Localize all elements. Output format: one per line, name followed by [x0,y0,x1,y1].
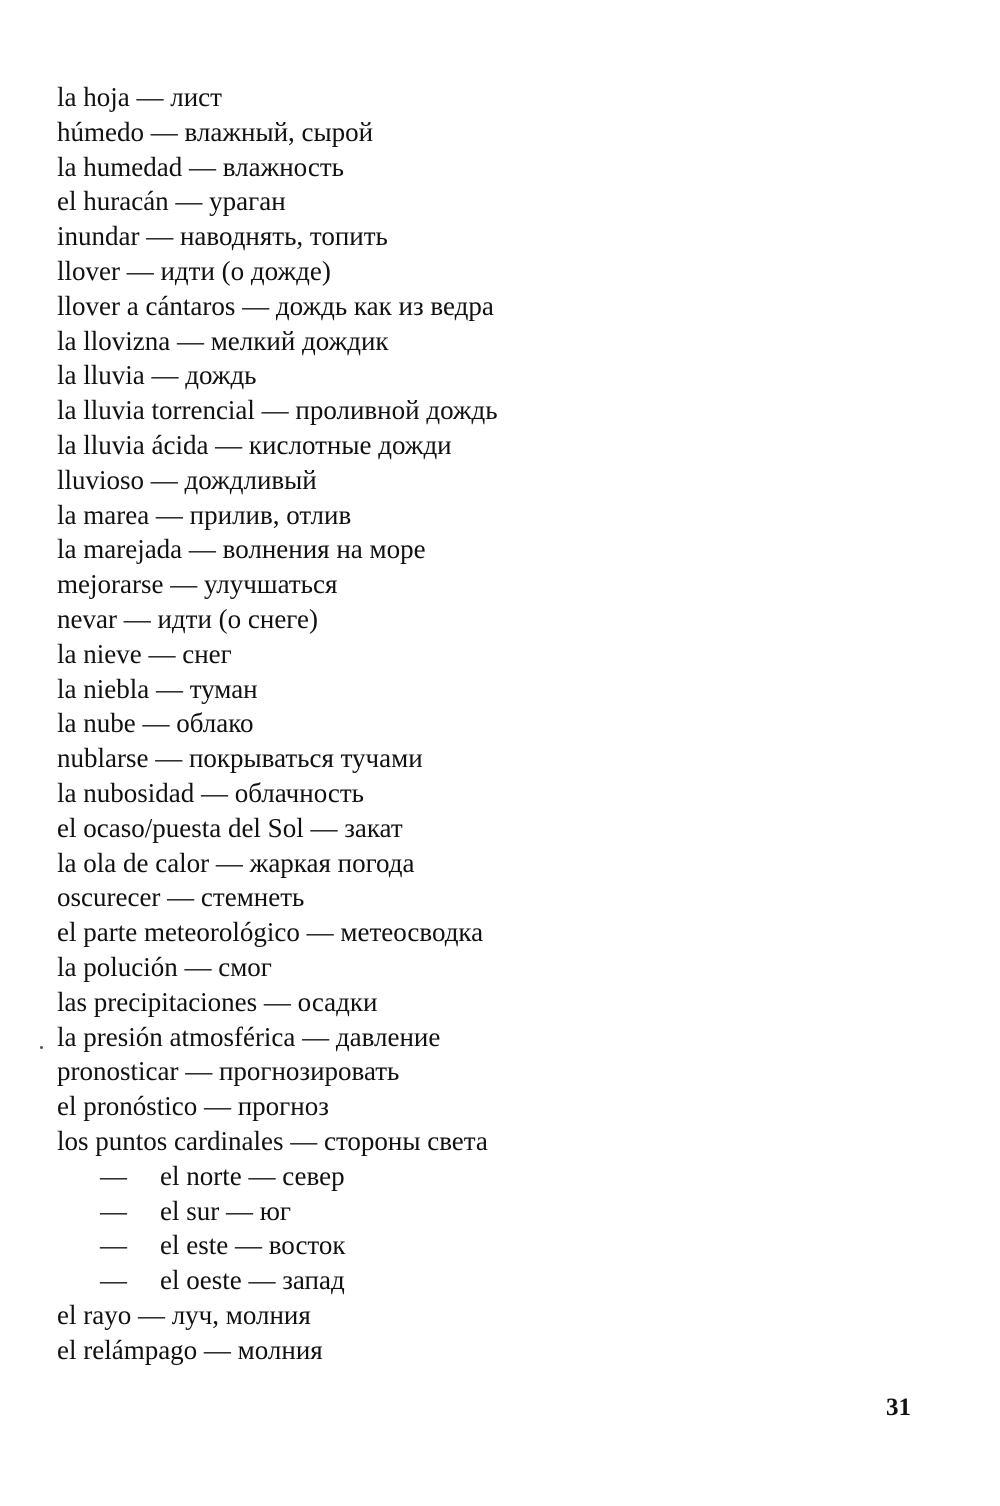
vocab-entry: la niebla — туман [57,673,258,704]
vocab-entry: nevar — идти (о снеге) [57,603,318,634]
sub-entry-text: el oeste — запад [160,1265,345,1296]
vocab-entry: mejorarse — улучшаться [57,569,338,600]
vocab-entry: el relámpago — молния [57,1334,323,1365]
vocab-entry: el huracán — ураган [57,186,286,217]
vocab-entry: los puntos cardinales — стороны света [57,1125,488,1156]
print-speck [40,1046,43,1049]
vocab-entry: la nubosidad — облачность [57,777,364,808]
vocab-entry: el rayo — луч, молния [57,1299,311,1330]
vocab-entry: llover — идти (о дожде) [57,255,331,286]
vocab-entry: la lluvia ácida — кислотные дожди [57,429,452,460]
vocab-entry: la polución — смог [57,951,272,982]
sub-entry-dash: — [100,1160,127,1191]
sub-entry-dash: — [100,1265,127,1296]
vocab-sub-entry [57,1159,957,1194]
vocab-entry: el ocaso/puesta del Sol — закат [57,812,403,843]
vocab-entry: la nieve — снег [57,638,232,669]
vocab-entry: el parte meteorológico — метеосводка [57,917,484,948]
sub-entry-text: el este — восток [160,1230,346,1261]
sub-entry-dash: — [100,1195,127,1226]
vocab-sub-entry [57,1263,957,1298]
vocab-entry: el pronóstico — прогноз [57,1091,329,1122]
vocab-sub-entry [57,1194,957,1229]
vocab-entry: pronosticar — прогнозировать [57,1056,400,1087]
vocab-entry: la hoja — лист [57,82,222,112]
vocab-entry: inundar — наводнять, топить [57,221,388,252]
vocab-entry: húmedo — влажный, сырой [57,116,374,147]
vocab-sub-entry [57,1228,957,1263]
vocab-entry: la nube — облако [57,708,254,739]
sub-entry-dash: — [100,1230,127,1261]
vocab-entry: la lluvia torrencial — проливной дождь [57,395,498,426]
vocab-entry: las precipitaciones — осадки [57,986,378,1017]
sub-entry-text: el sur — юг [160,1195,291,1226]
vocab-entry: llover a cántaros — дождь как из ведра [57,290,494,321]
vocabulary-list [57,80,957,1367]
vocab-entry: la lluvia — дождь [57,360,257,391]
vocab-entry: la llovizna — мелкий дождик [57,325,389,356]
page-number: 31 [886,1394,911,1421]
vocab-entry: nublarse — покрываться тучами [57,743,423,774]
vocab-entry: la humedad — влажность [57,151,344,182]
vocab-entry: la ola de calor — жаркая погода [57,847,415,878]
sub-entry-text: el norte — север [160,1160,345,1191]
vocab-entry: la marea — прилив, отлив [57,499,352,530]
vocab-entry: la marejada — волнения на море [57,534,426,565]
vocab-entry: oscurecer — стемнеть [57,882,305,913]
vocab-entry: la presión atmosférica — давление [57,1021,441,1052]
vocab-entry: lluvioso — дождливый [57,464,317,495]
